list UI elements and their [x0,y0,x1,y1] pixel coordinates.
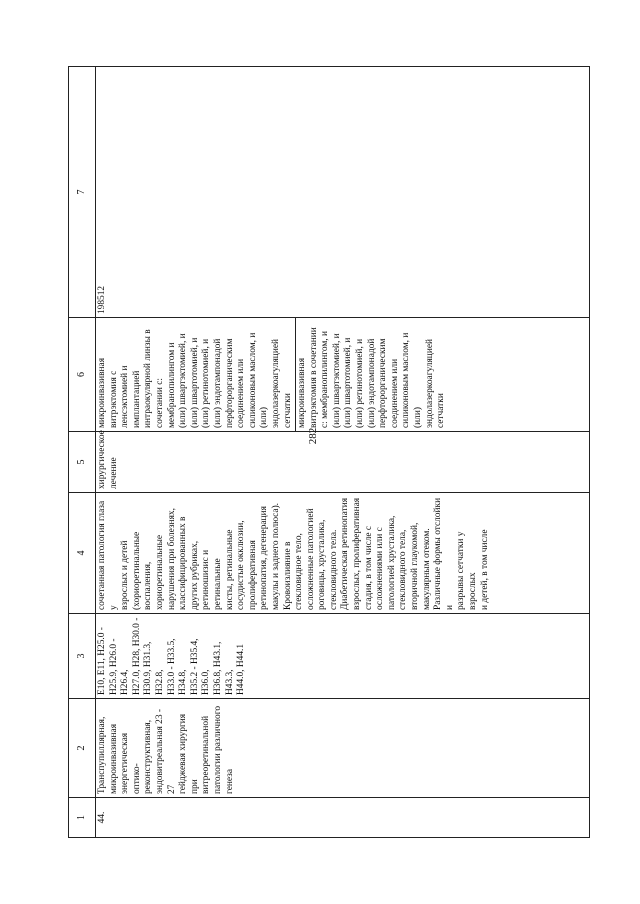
column-header: 2 [69,699,96,798]
page-number: 282 [307,427,319,445]
treatment-type: хирургическое лечение [96,432,590,493]
column-header: 5 [69,432,96,493]
treatment-method: микроинвазивная витрэктомия в сочетании с: мембранопилингом, и (или) швартэктомией, и (или) швартотомией, и (или) ретинотомией, и (или) эндотампонадой перфторорганическим соединением или силиконовым маслом, и (или) эндолазеркоагуляцией сетчатки [296,318,590,432]
column-header: 6 [69,318,96,432]
column-header: 1 [69,798,96,838]
cost-value: 198512 [96,67,590,318]
care-type-name: Транспупиллярная, микроинвазивная энергетическая оптико- реконструктивная, эндовитреальная 23 - 27 гейджевая хирургия при витреоретинальной патологии различного генеза [96,699,590,798]
column-header: 3 [69,614,96,699]
column-header: 7 [69,67,96,318]
row-number: 44. [96,798,590,838]
treatment-method: микроинвазивная витрэктомия с ленсэктомией и имплантацией интраокулярной линзы в сочетании с: мембранопилингом и (или) швартэктомией, и (или) швартотомией, и (или) ретинотомией, и (или) эндотампонадой перфторорганическим соединением или силиконовым маслом, и (или) эндолазеркоагуляцией сетчатки [96,318,296,432]
medical-care-table [68,66,590,838]
column-header: 4 [69,493,96,614]
table-row [96,67,296,838]
patient-model: сочетанная патология глаза у взрослых и детей (хориоретинальные воспаления, хориоретинальные нарушения при болезнях, классифицированных в других рубриках, ретиношизис и ретинальные кисты, ретинальные сосудистые окклюзии, пролиферативная ретинопатия, дегенерация макулы и заднего полюса). Кровоизлияние в стекловидное тело, осложненные патологией роговицы, хрусталика, стекловидного тела. Диабетическая ретинопатия взрослых, пролиферативная стадия, в том числе с осложнениями или с патологией хрусталика, стекловидного тела, вторичной глаукомой, макулярным отеком. Различные формы отслойки и разрывы сетчатки у взрослых и детей, в том числе [96,493,590,614]
icd-codes: E10, E11, H25.0 - H25.9, H26.0 - H26.4, H27.0, H28, H30.0 - H30.9, H31.3, H32.8, H33.0 - H33.5, H34.8, H35.2 - H35.4, H36.0, H36.8, H43.1, H43.3, H44.0, H44.1 [96,614,590,699]
table-header-row [69,67,96,838]
